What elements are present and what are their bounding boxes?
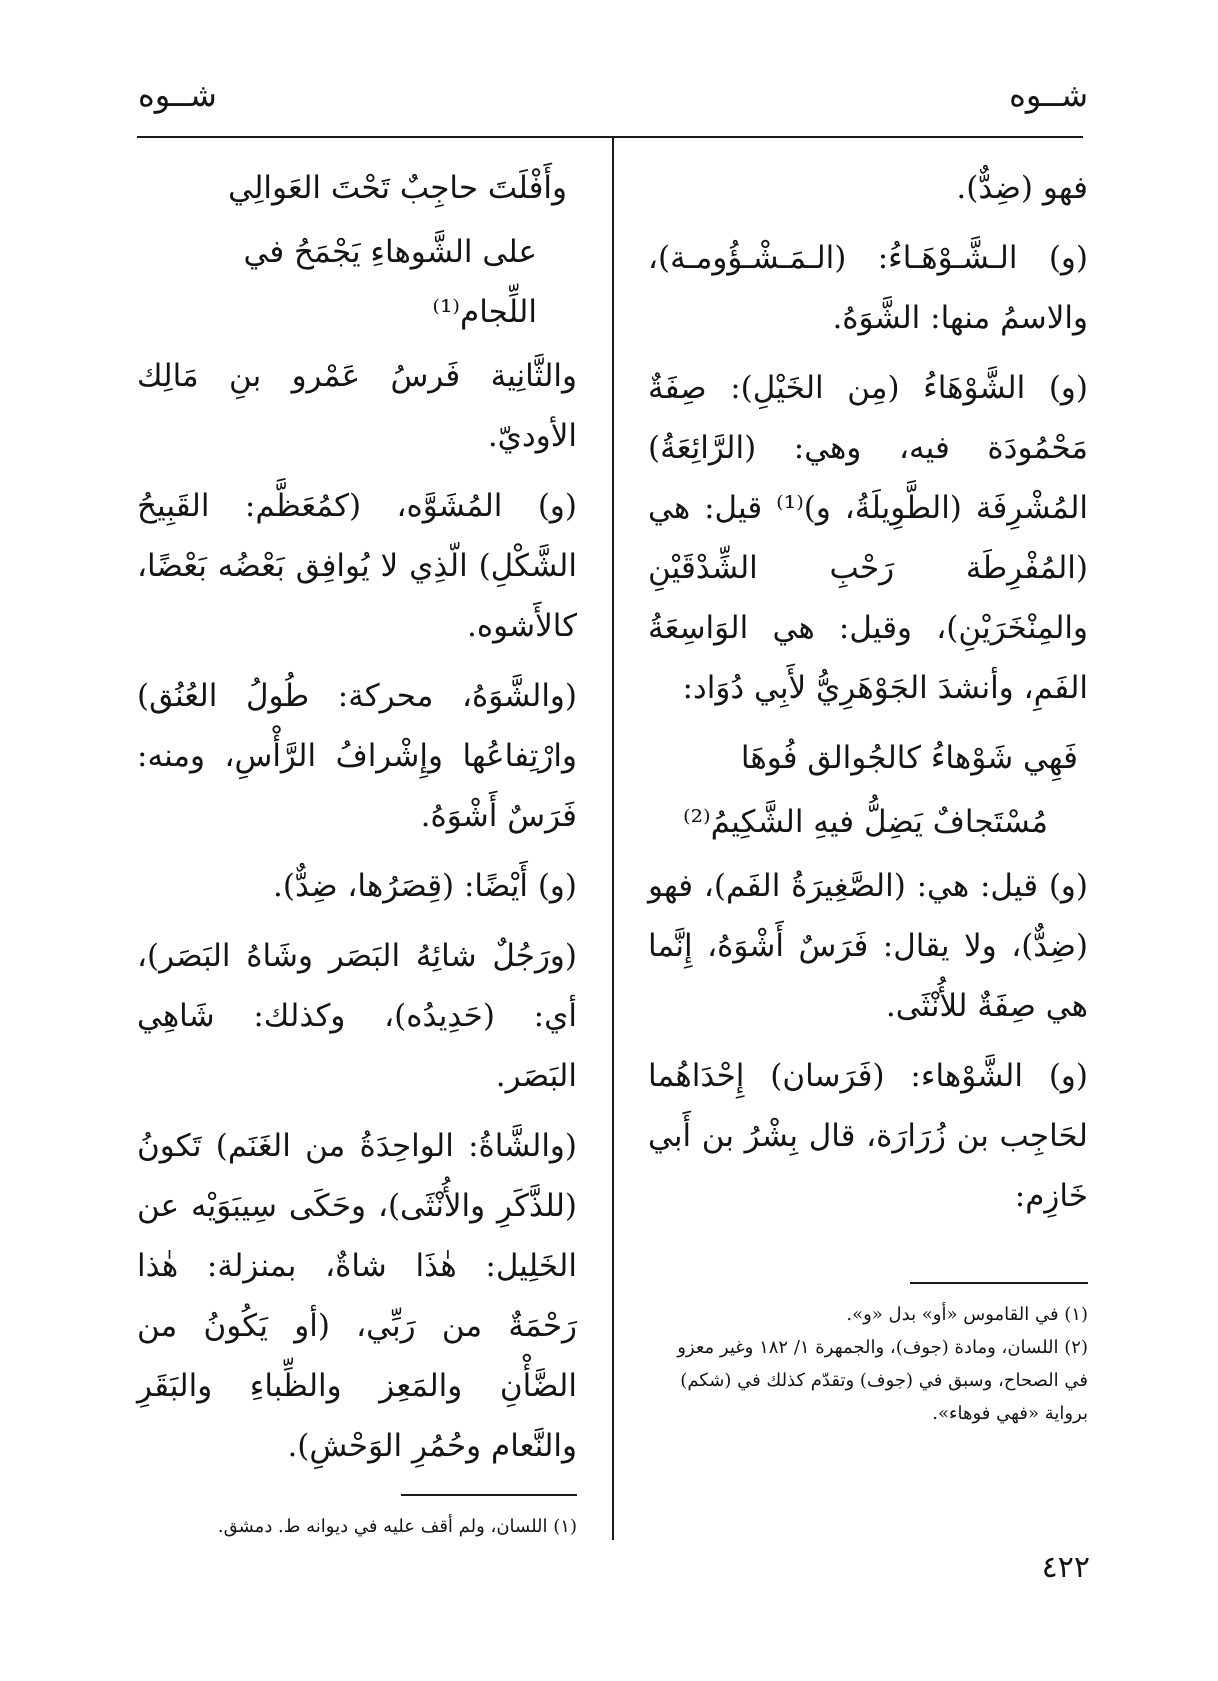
paragraph: (و) الشَّوْهَاءُ (مِن الخَيْلِ): صِفَةٌ مَحْمُودَة فيه، وهي: (الرَّائِعَةُ) المُشْرِفَة (الطَّوِيلَةُ، و)⁽¹⁾ قيل: هي (المُفْرِطَة رَحْبِ الشِّدْقَيْنِ والمِنْخَرَيْنِ)، وقيل: هي الوَاسِعَةُ الفَمِ، وأنشدَ الجَوْهَرِيُّ لأَبِي دُوَاد: <box>648 370 1088 706</box>
verse-line: فَهِي شَوْهاءُ كالجُوالق فُوهَا <box>740 740 1078 776</box>
paragraph: (و) أَيْضًا: (قِصَرُها، ضِدٌّ). <box>273 868 577 904</box>
paragraph: (و) المُشَوَّه، (كمُعَظَّم: القَبِيحُ الشَّكْلِ) الّذِي لا يُوافِق بَعْضُه بَعْضًا، كالأَشوه. <box>137 488 577 644</box>
column-divider <box>612 138 614 1540</box>
page-number: ٤٢٢ <box>1041 1550 1090 1585</box>
paragraph: (و) الـشَّـوْهَـاءُ: (الـمَـشْـؤُومـة)، والاسمُ منها: الشَّوَهُ. <box>648 240 1088 336</box>
footnote: (١) في القاموس «أو» بدل «و». <box>846 1304 1088 1325</box>
paragraph: (و) قيل: هي: (الصَّغِيرَةُ الفَم)، فهو (ضِدٌّ)، ولا يقال: فَرَسٌ أَشْوَهُ، إِنَّما هي صِفَةٌ للأُنْثَى. <box>648 868 1088 1024</box>
paragraph: (والشَّوَهُ، محركة: طُولُ العُنُق) وارْتِفاعُها وإِشْرافُ الرَّأْسِ، ومنه: فَرَسٌ أَشْوَهُ. <box>137 678 577 834</box>
footnote: (٢) اللسان، ومادة (جوف)، والجمهرة ١/ ١٨٢ وغير معزو في الصحاح، وسبق في (جوف) وتقدّم كذلك في (شكم) برواية «فهي فوهاء». <box>677 1337 1088 1424</box>
verse-line: على الشَّوهاءِ يَجْمَحُ في اللِّجام⁽¹⁾ <box>243 234 537 330</box>
footnote: (١) اللسان، ولم أقف عليه في ديوانه ط. دمشق. <box>217 1516 577 1537</box>
running-head-left: شــوه <box>138 76 217 114</box>
left-column <box>137 158 577 1543</box>
right-column <box>648 158 1088 1430</box>
paragraph: (و) الشَّوْهاء: (فَرَسان) إِحْدَاهُما لحَاجِب بن زُرَارَة، قال بِشْرُ بن أَبي خَازِم: <box>648 1058 1088 1214</box>
footnote-rule <box>401 1494 577 1496</box>
verse-line: وأَفْلَتَ حاجِبٌ تَحْتَ العَوالِي <box>228 170 567 206</box>
running-head-right: شــوه <box>1009 76 1088 114</box>
footnote-rule <box>910 1282 1088 1284</box>
paragraph: (والشَّاةُ: الواحِدَةُ من الغَنَم) تَكونُ (للذَّكَرِ والأُنْثَى)، وحَكَى سِيبَوَيْه عن الخَلِيل: هٰذَا شاةٌ، بمنزلة: هٰذا رَحْمَةٌ من رَبِّي، (أو يَكُونُ من الضَّأْنِ والمَعِز والظِّباءِ والبَقَرِ والنَّعام وحُمُرِ الوَحْشِ). <box>137 1128 577 1464</box>
paragraph: فهو (ضِدٌّ). <box>956 170 1088 206</box>
verse-line: مُسْتَجافٌ يَضِلُّ فيهِ الشَّكِيمُ⁽²⁾ <box>682 804 1048 840</box>
header-rule <box>137 136 1083 138</box>
paragraph: (ورَجُلٌ شائِهُ البَصَر وشَاهُ البَصَر)، أي: (حَدِيدُه)، وكذلك: شَاهِي البَصَر. <box>137 938 577 1094</box>
paragraph: والثَّانِية فَرسُ عَمْرو بنِ مَالِك الأوديّ. <box>137 358 577 454</box>
